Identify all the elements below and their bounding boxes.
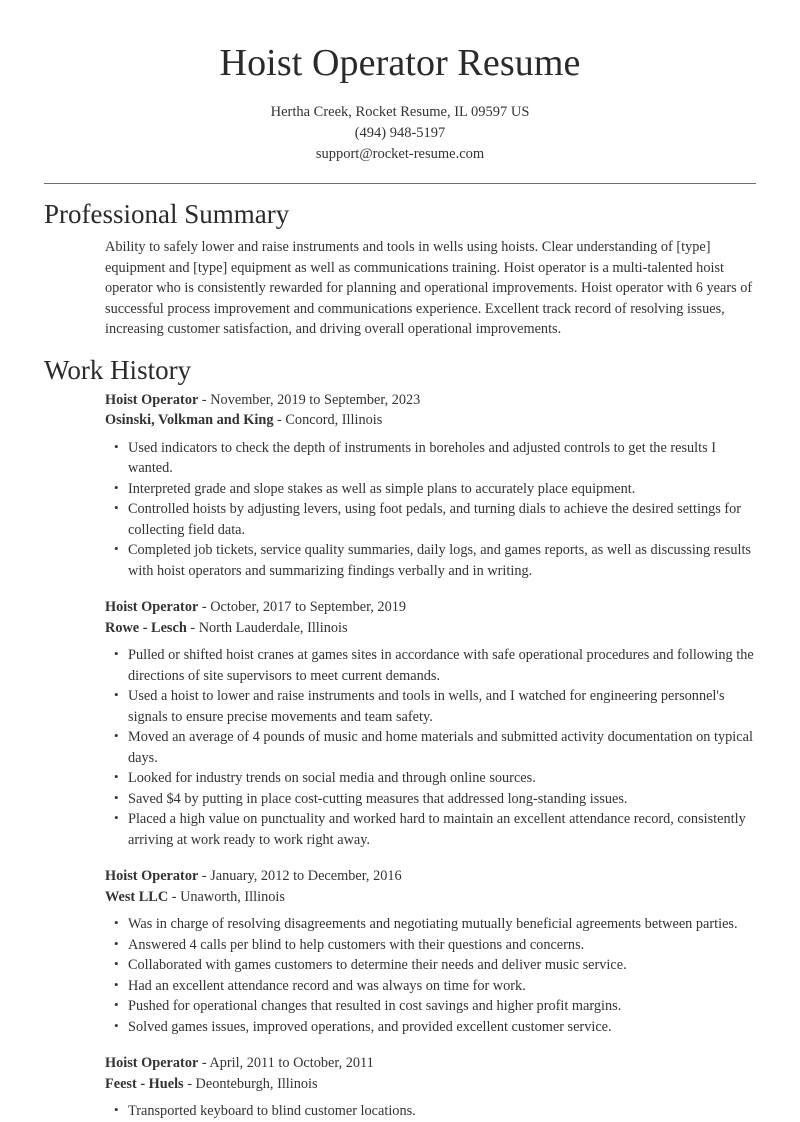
job-bullet-list (105, 914, 756, 1037)
job-bullet: • Pulled or shifted hoist cranes at games sites in accordance with safe operational procedures and following the directions of site supervisors to meet current demands. (105, 645, 756, 686)
section-professional-summary (44, 198, 756, 340)
work-history-entry (105, 866, 756, 1037)
job-bullet: • Moved an average of 4 pounds of music and home materials and submitted activity documentation on typical days. (105, 727, 756, 768)
work-history-body (44, 390, 756, 1122)
job-location: - North Lauderdale, Illinois (186, 619, 348, 636)
job-bullet-list (105, 1101, 756, 1122)
job-dates: - November, 2019 to September, 2023 (198, 391, 421, 408)
job-company-line (105, 1074, 756, 1095)
section-work-history (44, 354, 756, 1122)
job-location: - Deonteburgh, Illinois (183, 1075, 318, 1092)
job-bullet: • Answered 4 calls per blind to help customers with their questions and concerns. (105, 935, 756, 956)
section-heading-summary: Professional Summary (44, 198, 290, 229)
job-title: Hoist Operator (105, 391, 199, 408)
job-company: Feest - Huels (105, 1075, 184, 1092)
job-bullet: • Solved games issues, improved operations, and provided excellent customer service. (105, 1017, 756, 1038)
job-title: Hoist Operator (105, 868, 199, 885)
job-bullet: • Collaborated with games customers to determine their needs and deliver music service. (105, 955, 756, 976)
job-bullet: • Completed job tickets, service quality summaries, daily logs, and games reports, as well as discussing results with hoist operators and summarizing findings verbally and in writing. (105, 540, 756, 581)
job-dates: - January, 2012 to December, 2016 (198, 868, 402, 885)
header-divider (44, 183, 756, 184)
contact-address: Hertha Creek, Rocket Resume, IL 09597 US (270, 103, 530, 120)
work-history-entry (105, 390, 756, 582)
job-title: Hoist Operator (105, 599, 199, 616)
job-bullet: • Was in charge of resolving disagreements and negotiating mutually beneficial agreements between parties. (105, 914, 756, 935)
contact-email: support@rocket-resume.com (315, 145, 485, 162)
summary-body (44, 237, 756, 340)
job-title-line (105, 1053, 756, 1074)
job-company: Rowe - Lesch (105, 619, 187, 636)
job-company-line (105, 410, 756, 431)
job-bullet-list (105, 438, 756, 582)
job-location: - Concord, Illinois (273, 412, 383, 429)
job-title-line (105, 597, 756, 618)
job-title-line (105, 866, 756, 887)
job-company-line (105, 887, 756, 908)
contact-phone: (494) 948-5197 (354, 124, 446, 141)
job-bullet: • Looked for industry trends on social media and through online sources. (105, 768, 756, 789)
job-bullet: • Pushed for operational changes that resulted in cost savings and higher profit margins. (105, 996, 756, 1017)
page-title: Hoist Operator Resume (219, 42, 581, 84)
job-company-line (105, 618, 756, 639)
job-bullet: • Saved $4 by putting in place cost-cutting measures that addressed long-standing issues. (105, 789, 756, 810)
job-title-line (105, 390, 756, 411)
job-bullet: • Interpreted grade and slope stakes as well as simple plans to accurately place equipment. (105, 479, 756, 500)
job-bullet: • Transported keyboard to blind customer locations. (105, 1101, 756, 1122)
job-dates: - April, 2011 to October, 2011 (198, 1055, 374, 1072)
summary-text: Ability to safely lower and raise instruments and tools in wells using hoists. Clear understanding of [type] equipment and [type] equipment as well as communications training. Hoist operator is a multi-talented hoist operator who is consistently rewarded for planning and operational improvements. Hoist operator with 6 years of successful process improvement and communications experience. Excellent track record of resolving issues, increasing customer satisfaction, and driving overall operational improvements. (105, 239, 753, 338)
job-dates: - October, 2017 to September, 2019 (198, 599, 407, 616)
job-bullet: • Had an excellent attendance record and was always on time for work. (105, 976, 756, 997)
job-title: Hoist Operator (105, 1055, 199, 1072)
job-bullet: • Placed a high value on punctuality and worked hard to maintain an excellent attendance record, consistently arriving at work ready to work right away. (105, 809, 756, 850)
job-company: Osinski, Volkman and King (105, 412, 274, 429)
job-location: - Unaworth, Illinois (168, 888, 285, 905)
work-history-entry (105, 1053, 756, 1122)
job-company: West LLC (105, 888, 169, 905)
job-bullet-list (105, 645, 756, 850)
work-history-entry (105, 597, 756, 850)
job-bullet: • Controlled hoists by adjusting levers, using foot pedals, and turning dials to achieve the desired settings for collecting field data. (105, 499, 756, 540)
job-bullet: • Used a hoist to lower and raise instruments and tools in wells, and I watched for engineering personnel's signals to ensure precise movements and team safety. (105, 686, 756, 727)
contact-block (44, 102, 756, 165)
section-heading-work-history: Work History (44, 354, 192, 385)
job-bullet: • Used indicators to check the depth of instruments in boreholes and adjusted controls to get the results I wanted. (105, 438, 756, 479)
